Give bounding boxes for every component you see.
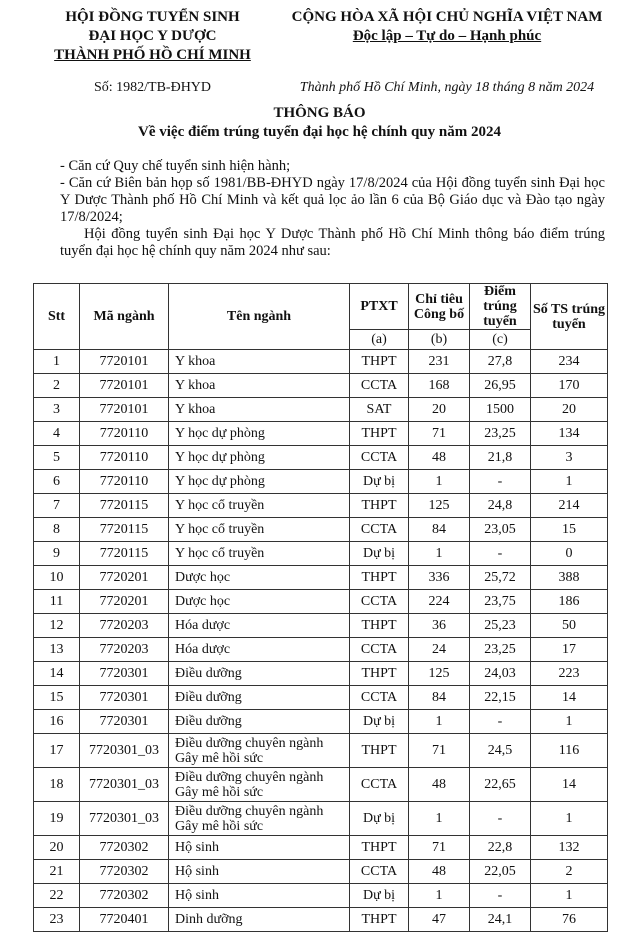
row-ptxt: THPT — [350, 350, 409, 374]
row-score: 25,23 — [470, 614, 531, 638]
row-admitted: 20 — [531, 398, 608, 422]
admission-table — [33, 283, 608, 932]
row-quota: 224 — [409, 590, 470, 614]
row-code: 7720301 — [80, 686, 169, 710]
row-score: 23,05 — [470, 518, 531, 542]
row-ptxt: Dự bị — [350, 470, 409, 494]
row-stt: 6 — [34, 470, 80, 494]
motto — [262, 27, 632, 46]
row-admitted: 388 — [531, 566, 608, 590]
row-code: 7720301 — [80, 662, 169, 686]
row-ptxt: CCTA — [350, 686, 409, 710]
row-stt: 22 — [34, 884, 80, 908]
row-code: 7720302 — [80, 860, 169, 884]
row-ptxt: CCTA — [350, 518, 409, 542]
row-name: Hộ sinh — [169, 860, 350, 884]
table-row — [34, 686, 608, 710]
row-stt: 19 — [34, 802, 80, 836]
row-score: 23,75 — [470, 590, 531, 614]
col-admitted: Số TS trúng tuyển — [531, 284, 608, 350]
row-stt: 10 — [34, 566, 80, 590]
col-name: Tên ngành — [169, 284, 350, 350]
row-code: 7720302 — [80, 836, 169, 860]
row-score: - — [470, 802, 531, 836]
row-score: - — [470, 884, 531, 908]
row-admitted: 15 — [531, 518, 608, 542]
col-ptxt-sub: (a) — [350, 330, 409, 350]
table-row — [34, 446, 608, 470]
row-code: 7720201 — [80, 590, 169, 614]
col-ptxt: PTXT — [350, 284, 409, 330]
row-stt: 20 — [34, 836, 80, 860]
row-admitted: 170 — [531, 374, 608, 398]
row-name: Hóa dược — [169, 638, 350, 662]
paragraph-1: - Căn cứ Quy chế tuyển sinh hiện hành; — [60, 158, 291, 174]
row-admitted: 116 — [531, 734, 608, 768]
table-row — [34, 802, 608, 836]
paragraph-3-text: Hội đồng tuyển sinh Đại học Y Dược Thành phố Hồ Chí Minh thông báo điểm trúng tuyển đại học hệ chính quy năm 2024 như sau: — [60, 226, 605, 259]
row-admitted: 134 — [531, 422, 608, 446]
row-stt: 11 — [34, 590, 80, 614]
row-name: Điều dưỡng chuyên ngành Gây mê hồi sức — [169, 768, 350, 802]
row-quota: 48 — [409, 446, 470, 470]
row-stt: 4 — [34, 422, 80, 446]
row-ptxt: Dự bị — [350, 542, 409, 566]
row-code: 7720110 — [80, 470, 169, 494]
row-code: 7720203 — [80, 638, 169, 662]
row-name: Y học dự phòng — [169, 446, 350, 470]
row-admitted: 1 — [531, 802, 608, 836]
table-row — [34, 638, 608, 662]
row-ptxt: CCTA — [350, 590, 409, 614]
row-quota: 1 — [409, 542, 470, 566]
row-quota: 125 — [409, 494, 470, 518]
row-ptxt: THPT — [350, 422, 409, 446]
row-code: 7720101 — [80, 350, 169, 374]
table-row — [34, 836, 608, 860]
row-name: Dinh dưỡng — [169, 908, 350, 932]
row-ptxt: Dự bị — [350, 884, 409, 908]
issuer-line-2: ĐẠI HỌC Y DƯỢC — [88, 28, 217, 44]
row-stt: 18 — [34, 768, 80, 802]
row-admitted: 186 — [531, 590, 608, 614]
row-name: Điều dưỡng — [169, 710, 350, 734]
table-body — [34, 350, 608, 932]
row-score: 22,05 — [470, 860, 531, 884]
row-stt: 15 — [34, 686, 80, 710]
col-quota-sub: (b) — [409, 330, 470, 350]
table-row — [34, 662, 608, 686]
row-stt: 21 — [34, 860, 80, 884]
motto-text: Độc lập – Tự do – Hạnh phúc — [352, 28, 542, 44]
row-stt: 2 — [34, 374, 80, 398]
row-score: 24,5 — [470, 734, 531, 768]
table-row — [34, 542, 608, 566]
table-row — [34, 566, 608, 590]
row-ptxt: THPT — [350, 908, 409, 932]
row-quota: 84 — [409, 518, 470, 542]
row-stt: 8 — [34, 518, 80, 542]
table-row — [34, 884, 608, 908]
table-row — [34, 422, 608, 446]
row-code: 7720115 — [80, 518, 169, 542]
row-stt: 9 — [34, 542, 80, 566]
row-ptxt: THPT — [350, 494, 409, 518]
table-row — [34, 494, 608, 518]
table-row — [34, 860, 608, 884]
row-code: 7720110 — [80, 422, 169, 446]
row-score: 25,72 — [470, 566, 531, 590]
row-name: Y học cổ truyền — [169, 542, 350, 566]
row-quota: 48 — [409, 860, 470, 884]
row-score: 23,25 — [470, 638, 531, 662]
row-quota: 1 — [409, 884, 470, 908]
row-score: 21,8 — [470, 446, 531, 470]
row-code: 7720203 — [80, 614, 169, 638]
row-admitted: 234 — [531, 350, 608, 374]
row-ptxt: THPT — [350, 614, 409, 638]
row-name: Y học dự phòng — [169, 422, 350, 446]
row-name: Dược học — [169, 590, 350, 614]
row-ptxt: CCTA — [350, 446, 409, 470]
issuer-line-3-text: THÀNH PHỐ HỒ CHÍ MINH — [54, 47, 251, 63]
row-quota: 24 — [409, 638, 470, 662]
row-quota: 231 — [409, 350, 470, 374]
row-admitted: 223 — [531, 662, 608, 686]
row-stt: 13 — [34, 638, 80, 662]
table-row — [34, 614, 608, 638]
col-score: Điểm trúng tuyển — [470, 284, 531, 330]
row-score: - — [470, 470, 531, 494]
row-ptxt: THPT — [350, 662, 409, 686]
row-admitted: 214 — [531, 494, 608, 518]
row-quota: 1 — [409, 802, 470, 836]
row-name: Điều dưỡng — [169, 686, 350, 710]
row-stt: 1 — [34, 350, 80, 374]
row-stt: 5 — [34, 446, 80, 470]
row-name: Y học cổ truyền — [169, 518, 350, 542]
row-stt: 12 — [34, 614, 80, 638]
document-number: Số: 1982/TB-ĐHYD — [93, 80, 212, 95]
row-admitted: 0 — [531, 542, 608, 566]
row-code: 7720401 — [80, 908, 169, 932]
row-admitted: 1 — [531, 710, 608, 734]
table-row — [34, 398, 608, 422]
document-title-block — [0, 104, 639, 142]
row-code: 7720101 — [80, 398, 169, 422]
row-quota: 71 — [409, 422, 470, 446]
row-score: - — [470, 542, 531, 566]
row-name: Y học cổ truyền — [169, 494, 350, 518]
col-quota: Chỉ tiêu Công bố — [409, 284, 470, 330]
paragraph-3 — [60, 226, 605, 260]
row-quota: 48 — [409, 768, 470, 802]
table-row — [34, 518, 608, 542]
row-admitted: 1 — [531, 470, 608, 494]
row-score: - — [470, 710, 531, 734]
row-quota: 168 — [409, 374, 470, 398]
paragraph-2-text: - Căn cứ Biên bản họp số 1981/BB-ĐHYD ngày 17/8/2024 của Hội đồng tuyển sinh Đại học Y Dược Thành phố Hồ Chí Minh và kết quả lọc ảo lần 6 của Bộ Giáo dục và Đào tạo ngày 17/8/2024; — [60, 175, 605, 225]
row-ptxt: THPT — [350, 734, 409, 768]
row-quota: 125 — [409, 662, 470, 686]
row-score: 24,03 — [470, 662, 531, 686]
row-stt: 17 — [34, 734, 80, 768]
row-quota: 1 — [409, 710, 470, 734]
row-name: Điều dưỡng — [169, 662, 350, 686]
row-code: 7720115 — [80, 542, 169, 566]
row-admitted: 14 — [531, 686, 608, 710]
col-code: Mã ngành — [80, 284, 169, 350]
row-code: 7720301_03 — [80, 768, 169, 802]
row-quota: 71 — [409, 734, 470, 768]
row-admitted: 50 — [531, 614, 608, 638]
row-admitted: 1 — [531, 884, 608, 908]
row-stt: 3 — [34, 398, 80, 422]
row-name: Hộ sinh — [169, 884, 350, 908]
table-row — [34, 374, 608, 398]
row-quota: 47 — [409, 908, 470, 932]
row-ptxt: THPT — [350, 836, 409, 860]
document-date: Thành phố Hồ Chí Minh, ngày 18 tháng 8 năm 2024 — [299, 80, 595, 95]
row-stt: 14 — [34, 662, 80, 686]
row-name: Điều dưỡng chuyên ngành Gây mê hồi sức — [169, 734, 350, 768]
row-ptxt: CCTA — [350, 768, 409, 802]
row-score: 22,8 — [470, 836, 531, 860]
row-quota: 36 — [409, 614, 470, 638]
row-name: Y khoa — [169, 374, 350, 398]
row-admitted: 14 — [531, 768, 608, 802]
row-code: 7720301_03 — [80, 734, 169, 768]
table-row — [34, 908, 608, 932]
row-code: 7720101 — [80, 374, 169, 398]
row-quota: 1 — [409, 470, 470, 494]
table-row — [34, 590, 608, 614]
row-admitted: 132 — [531, 836, 608, 860]
row-score: 24,8 — [470, 494, 531, 518]
row-code: 7720201 — [80, 566, 169, 590]
paragraph-2 — [60, 175, 605, 226]
table-row — [34, 350, 608, 374]
table-row — [34, 470, 608, 494]
document-subtitle: Về việc điểm trúng tuyển đại học hệ chính quy năm 2024 — [138, 124, 501, 140]
row-name: Điều dưỡng chuyên ngành Gây mê hồi sức — [169, 802, 350, 836]
row-stt: 16 — [34, 710, 80, 734]
row-ptxt: SAT — [350, 398, 409, 422]
row-ptxt: CCTA — [350, 638, 409, 662]
table-row — [34, 734, 608, 768]
row-name: Hộ sinh — [169, 836, 350, 860]
row-code: 7720115 — [80, 494, 169, 518]
row-name: Dược học — [169, 566, 350, 590]
row-quota: 20 — [409, 398, 470, 422]
row-quota: 84 — [409, 686, 470, 710]
row-name: Y khoa — [169, 398, 350, 422]
row-code: 7720301 — [80, 710, 169, 734]
row-name: Y học dự phòng — [169, 470, 350, 494]
table-row — [34, 768, 608, 802]
row-score: 22,65 — [470, 768, 531, 802]
row-name: Y khoa — [169, 350, 350, 374]
row-code: 7720302 — [80, 884, 169, 908]
row-score: 27,8 — [470, 350, 531, 374]
nation-block — [262, 8, 632, 46]
row-ptxt: THPT — [350, 566, 409, 590]
row-admitted: 76 — [531, 908, 608, 932]
table-row — [34, 710, 608, 734]
body-text — [60, 158, 605, 260]
row-score: 23,25 — [470, 422, 531, 446]
row-score: 24,1 — [470, 908, 531, 932]
row-score: 22,15 — [470, 686, 531, 710]
row-stt: 23 — [34, 908, 80, 932]
document-title: THÔNG BÁO — [273, 105, 366, 121]
col-stt: Stt — [34, 284, 80, 350]
row-admitted: 2 — [531, 860, 608, 884]
row-quota: 336 — [409, 566, 470, 590]
row-ptxt: Dự bị — [350, 710, 409, 734]
row-ptxt: CCTA — [350, 860, 409, 884]
issuer-line-1: HỘI ĐỒNG TUYỂN SINH — [65, 9, 240, 25]
row-ptxt: CCTA — [350, 374, 409, 398]
row-ptxt: Dự bị — [350, 802, 409, 836]
issuer-line-3 — [10, 46, 295, 65]
row-admitted: 17 — [531, 638, 608, 662]
row-score: 26,95 — [470, 374, 531, 398]
row-score: 1500 — [470, 398, 531, 422]
issuer-block — [10, 8, 295, 65]
row-quota: 71 — [409, 836, 470, 860]
row-name: Hóa dược — [169, 614, 350, 638]
row-admitted: 3 — [531, 446, 608, 470]
nation-name: CỘNG HÒA XÃ HỘI CHỦ NGHĨA VIỆT NAM — [291, 9, 603, 25]
col-score-sub: (c) — [470, 330, 531, 350]
row-code: 7720110 — [80, 446, 169, 470]
row-stt: 7 — [34, 494, 80, 518]
row-code: 7720301_03 — [80, 802, 169, 836]
